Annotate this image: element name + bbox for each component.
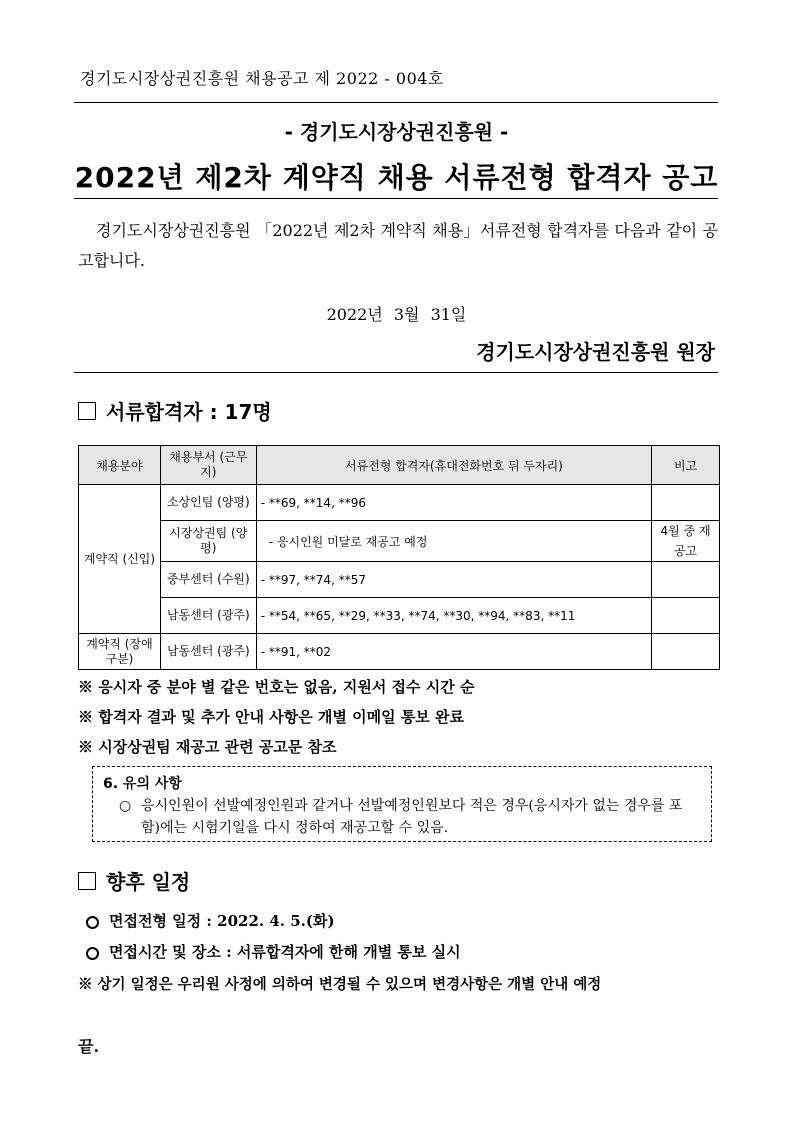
cell-remark [652, 485, 720, 521]
table-row [79, 562, 720, 598]
divider [74, 198, 718, 199]
cell-passers: - 응시인원 미달로 재공고 예정 [256, 521, 651, 562]
divider [74, 102, 718, 103]
table-row [79, 485, 720, 521]
schedule-text: 면접전형 일정 : 2022. 4. 5.(화) [109, 912, 335, 930]
cell-passers: - **91, **02 [256, 634, 651, 670]
section-header-passers [78, 396, 272, 425]
note-1: ※ 응시자 중 분야 별 같은 번호는 없음, 지원서 접수 시간 순 [78, 678, 475, 696]
section-title: 서류합격자 : 17명 [106, 400, 272, 424]
schedule-note: ※ 상기 일정은 우리원 사정에 의하여 변경될 수 있으며 변경사항은 개별 안내 예정 [78, 976, 602, 993]
document-number: 경기도시장상권진흥원 채용공고 제 2022 - 004호 [80, 69, 444, 88]
signer: 경기도시장상권진흥원 원장 [476, 340, 715, 364]
cell-dept: 중부센터 (수원) [160, 562, 256, 598]
cell-passers: - **97, **74, **57 [256, 562, 651, 598]
section-header-schedule [78, 866, 190, 895]
table-row [79, 634, 720, 670]
cell-dept: 소상인팀 (양평) [160, 485, 256, 521]
table-row [79, 598, 720, 634]
checkbox-square-icon [78, 402, 96, 420]
cell-field: 계약직 (장애구분) [79, 634, 161, 670]
header-field: 채용분야 [79, 446, 161, 485]
checkbox-square-icon [78, 872, 96, 890]
cell-dept: 남동센터 (광주) [160, 634, 256, 670]
note-2: ※ 합격자 결과 및 추가 안내 사항은 개별 이메일 통보 완료 [78, 708, 465, 726]
cell-remark [652, 598, 720, 634]
header-remark: 비고 [652, 446, 720, 485]
section-title: 향후 일정 [106, 870, 191, 894]
note-3: ※ 시장상권팀 재공고 관련 공고문 참조 [78, 738, 337, 756]
cell-passers: - **54, **65, **29, **33, **74, **30, **94, **83, **11 [256, 598, 651, 634]
bullet-circle-icon [86, 947, 99, 960]
caution-body [103, 795, 701, 839]
cell-remark [652, 634, 720, 670]
header-dept: 채용부서 (근무지) [160, 446, 256, 485]
announcement-date: 2022년 3월 31일 [326, 305, 467, 324]
intro-text: 경기도시장상권진흥원 「2022년 제2차 계약직 채용」서류전형 합격자를 다음과 같이 공고합니다. [78, 221, 718, 270]
table-row [79, 521, 720, 562]
caution-text: 응시인원이 선발예정인원과 같거나 선발예정인원보다 적은 경우(응시자가 없는 경우를 포함)에는 시험기일을 다시 정하여 재공고할 수 있음. [141, 798, 683, 836]
schedule-item [86, 941, 461, 962]
cell-dept: 시장상권팀 (양평) [160, 521, 256, 562]
bullet-circle-icon: ○ [119, 798, 132, 814]
cell-passers: - **69, **14, **96 [256, 485, 651, 521]
bullet-circle-icon [86, 916, 99, 929]
caution-title: 6. 유의 사항 [103, 776, 182, 792]
results-table [78, 445, 720, 670]
schedule-text: 면접시간 및 장소 : 서류합격자에 한해 개별 통보 실시 [109, 943, 461, 961]
cell-remark [652, 562, 720, 598]
page-title: 2022년 제2차 계약직 채용 서류전형 합격자 공고 [74, 161, 719, 194]
divider [74, 372, 718, 373]
organization-name: - 경기도시장상권진흥원 - [284, 120, 509, 144]
cell-dept: 남동센터 (광주) [160, 598, 256, 634]
table-header-row [79, 446, 720, 485]
schedule-item [86, 910, 335, 931]
cell-field: 계약직 (신입) [79, 485, 161, 634]
end-mark: 끝. [78, 1037, 100, 1056]
caution-box [92, 766, 712, 842]
cell-remark: 4월 중 재공고 [652, 521, 720, 562]
header-passers: 서류전형 합격자(휴대전화번호 뒤 두자리) [256, 446, 651, 485]
